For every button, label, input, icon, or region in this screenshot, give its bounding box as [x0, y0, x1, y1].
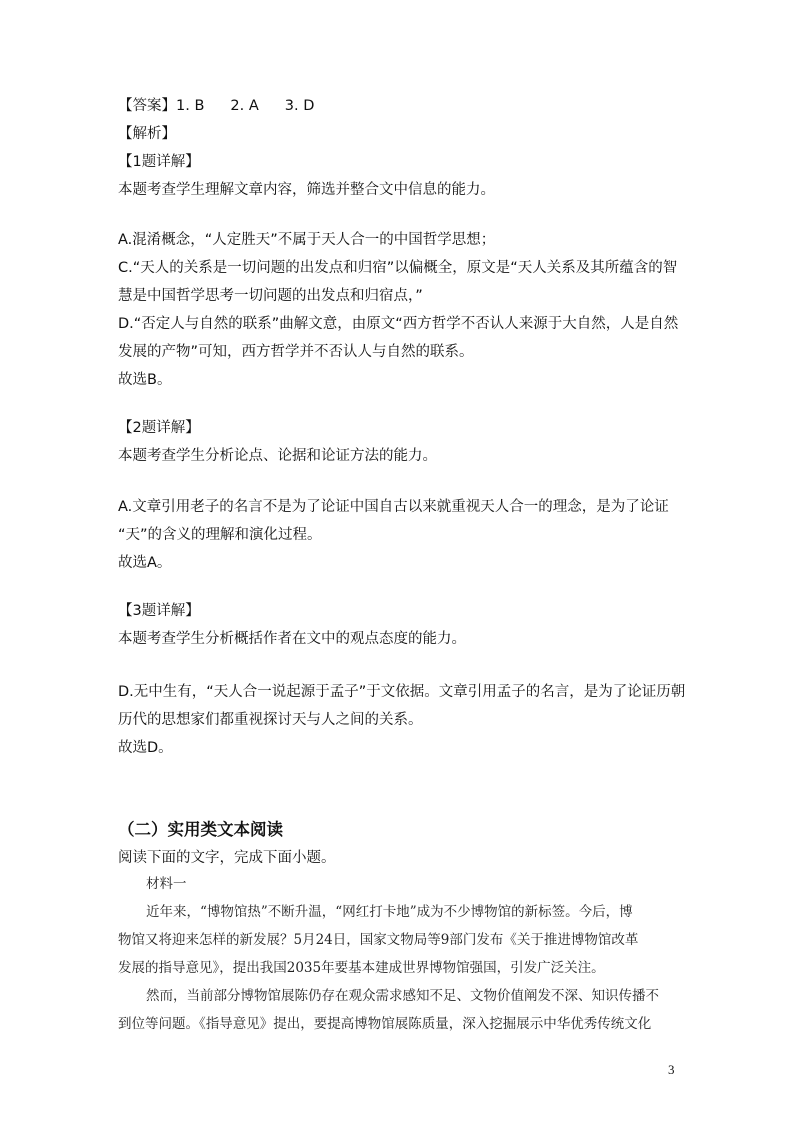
q1-intro: 本题考查学生理解文章内容，筛选并整合文中信息的能力。	[118, 182, 495, 198]
q3-header: 【3题详解】	[118, 603, 200, 619]
analysis-label: 【解析】	[118, 126, 176, 142]
answer-item: 3. D	[284, 98, 315, 114]
q3-line: D.无中生有，“天人合一说起源于孟子”于文依据。文章引用孟子的名言，是为了论证历朝	[118, 684, 686, 700]
answer-item: 1. B	[176, 98, 205, 114]
material-line: 然而，当前部分博物馆展陈仍存在观众需求感知不足、文物价值阐发不深、知识传播不	[146, 988, 659, 1004]
q2-header: 【2题详解】	[118, 420, 200, 436]
material-line: 发展的指导意见》，提出我国2035年要基本建成世界博物馆强国，引发广泛关注。	[118, 960, 605, 976]
answer-label: 【答案】	[118, 98, 176, 114]
q2-intro: 本题考查学生分析论点、论据和论证方法的能力。	[118, 448, 437, 464]
q3-conclusion: 故选D。	[118, 740, 173, 756]
q2-line: “天”的含义的理解和演化过程。	[118, 527, 322, 543]
q1-line: D.“否定人与自然的联系”曲解文意，由原文“西方哲学不否认人来源于大自然，人是自然	[118, 316, 679, 332]
material-line: 到位等问题。《指导意见》提出，要提高博物馆展陈质量，深入挖掘展示中华优秀传统文化	[118, 1016, 652, 1032]
material-line: 近年来，“博物馆热”不断升温，“网红打卡地”成为不少博物馆的新标签。今后，博	[146, 904, 633, 920]
q3-line: 历代的思想家们都重视探讨天与人之间的关系。	[118, 712, 423, 728]
answer-line	[118, 96, 314, 116]
q1-line: 发展的产物”可知，西方哲学并不否认人与自然的联系。	[118, 344, 474, 360]
q2-conclusion: 故选A。	[118, 555, 172, 571]
answer-item: 2. A	[230, 98, 259, 114]
material-line: 物馆又将迎来怎样的新发展？5月24日，国家文物局等9部门发布《关于推进博物馆改革	[118, 932, 639, 948]
section-instruction: 阅读下面的文字，完成下面小题。	[118, 850, 336, 866]
section-title: （二）实用类文本阅读	[118, 820, 283, 839]
q2-line: A.文章引用老子的名言不是为了论证中国自古以来就重视天人合一的理念，是为了论证	[118, 499, 669, 515]
q1-line: 慧是中国哲学思考一切问题的出发点和归宿点，”	[118, 288, 423, 304]
page-number: 3	[668, 1062, 675, 1077]
q1-conclusion: 故选B。	[118, 372, 172, 388]
q1-header: 【1题详解】	[118, 154, 200, 170]
q1-line: A.混淆概念，“人定胜天”不属于天人合一的中国哲学思想；	[118, 232, 496, 248]
q1-line: C.“天人的关系是一切问题的出发点和归宿”以偏概全，原文是“天人关系及其所蕴含的智	[118, 260, 678, 276]
q3-intro: 本题考查学生分析概括作者在文中的观点态度的能力。	[118, 631, 466, 647]
material-label: 材料一	[146, 876, 187, 892]
